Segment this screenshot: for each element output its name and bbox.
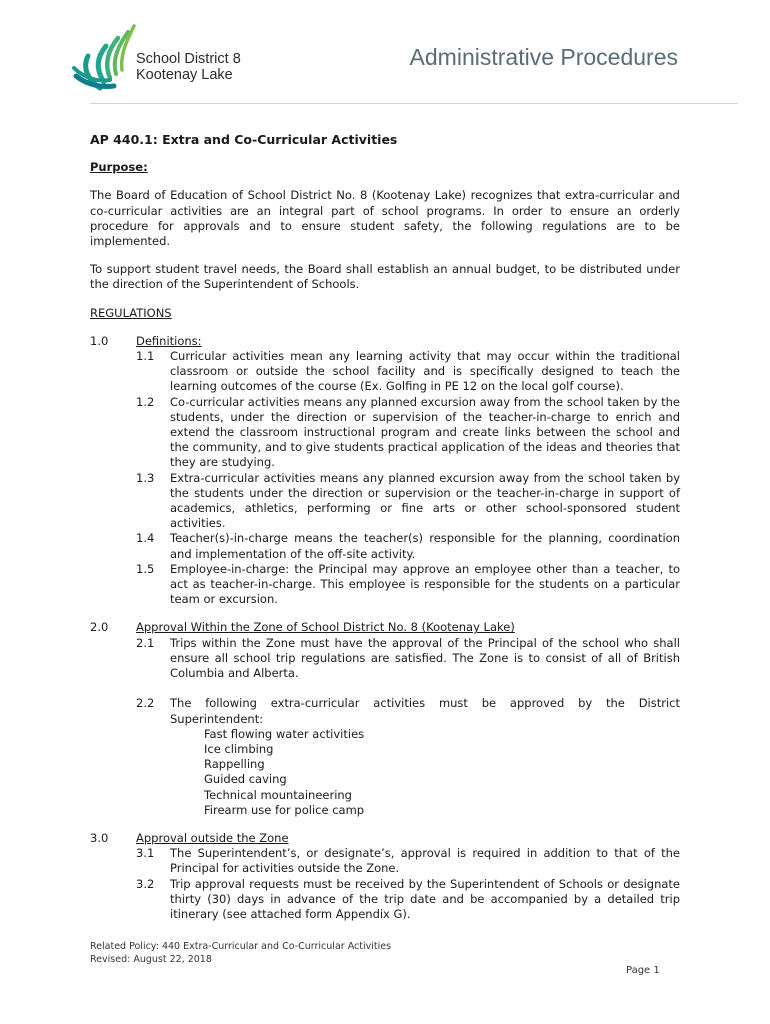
section-title: Approval outside the Zone xyxy=(136,830,289,845)
section-definitions xyxy=(90,334,680,608)
section-number: 1.0 xyxy=(90,333,109,348)
list-item xyxy=(136,531,680,561)
section-approval-within-zone xyxy=(90,620,680,817)
activity-item: Technical mountaineering xyxy=(204,787,352,802)
item-text: Teacher(s)-in-charge means the teacher(s) responsible for the planning, coordination and implementation of the off-site activity. xyxy=(170,531,680,561)
activity-item: Guided caving xyxy=(204,772,287,787)
org-line-2: Kootenay Lake xyxy=(136,67,233,83)
list-item xyxy=(136,349,680,395)
document-body xyxy=(90,126,680,935)
item-text: Co-curricular activities means any planned excursion away from the school taken by the students, under the direction or supervision of the teacher-in-charge to enrich and extend the classroom instructional program and create links between the school and the community, and to give students practical application of the ideas and theories that they are studying. xyxy=(170,394,680,470)
district-logo-icon xyxy=(70,20,142,92)
item-number: 1.3 xyxy=(136,470,155,485)
item-number: 2.2 xyxy=(136,696,155,711)
section-title: Definitions: xyxy=(136,333,202,348)
purpose-paragraph: The Board of Education of School District No. 8 (Kootenay Lake) recognizes that extra-curricular and co-curricular activities are an integral part of school programs. In order to ensure an orderly procedure for approvals and to ensure student safety, the following regulations are to be implemented. xyxy=(90,188,680,249)
section-title: Approval Within the Zone of School District No. 8 (Kootenay Lake) xyxy=(136,620,515,635)
organization-name xyxy=(136,51,241,83)
item-text: The following extra-curricular activities must be approved by the District Superintendent: xyxy=(170,696,680,726)
list-item xyxy=(136,877,680,923)
list-item xyxy=(136,636,680,682)
item-text: Curricular activities mean any learning activity that may occur within the traditional classroom or outside the school facility and is specifically designed to teach the learning outcomes of the course (Ex. Golfing in PE 12 on the local golf course). xyxy=(170,349,680,394)
list-item xyxy=(136,696,680,726)
item-number: 2.1 xyxy=(136,635,155,650)
activity-item: Rappelling xyxy=(204,757,265,772)
list-item xyxy=(136,471,680,532)
org-line-1: School District 8 xyxy=(136,51,241,67)
budget-paragraph: To support student travel needs, the Board shall establish an annual budget, to be distributed under the direction of the Superintendent of Schools. xyxy=(90,262,680,292)
item-number: 1.4 xyxy=(136,531,155,546)
item-number: 1.1 xyxy=(136,349,155,364)
item-text: Extra-curricular activities means any planned excursion away from the school taken by the students under the direction or supervision or the teacher-in-charge in support of academics, athletics, performing or fine arts or other school-sponsored student activities. xyxy=(170,470,680,531)
item-number: 3.1 xyxy=(136,846,155,861)
item-text: Trips within the Zone must have the approval of the Principal of the school who shall ensure all school trip regulations are satisfied. The Zone is to consist of all of British Columbia and Alberta. xyxy=(170,635,680,681)
item-text: Trip approval requests must be received by the Superintendent of Schools or designate thirty (30) days in advance of the trip date and be accompanied by a detailed trip itinerary (see attached form Appendix G). xyxy=(170,876,680,921)
related-policy: Related Policy: 440 Extra-Curricular and Co-Curricular Activities xyxy=(90,941,392,952)
activity-item: Fast flowing water activities xyxy=(204,726,365,741)
page-number: Page 1 xyxy=(626,965,660,976)
item-text: Employee-in-charge: the Principal may approve an employee other than a teacher, to act as teacher-in-charge. This employee is responsible for the students on a particular team or excursion. xyxy=(170,561,680,607)
header-divider xyxy=(90,103,738,104)
item-number: 1.5 xyxy=(136,561,155,576)
list-item xyxy=(136,846,680,876)
procedure-title: AP 440.1: Extra and Co-Curricular Activities xyxy=(90,132,398,147)
activity-item: Firearm use for police camp xyxy=(204,802,365,817)
list-item xyxy=(136,395,680,471)
activity-list xyxy=(170,727,680,818)
section-number: 2.0 xyxy=(90,620,109,635)
list-item xyxy=(136,562,680,608)
section-number: 3.0 xyxy=(90,830,109,845)
item-number: 3.2 xyxy=(136,876,155,891)
section-approval-outside-zone xyxy=(90,831,680,922)
page-footer xyxy=(90,940,391,966)
item-number: 1.2 xyxy=(136,394,155,409)
document-type-title: Administrative Procedures xyxy=(409,44,678,70)
regulations-label: REGULATIONS xyxy=(90,305,172,320)
revised-date: Revised: August 22, 2018 xyxy=(90,954,212,965)
item-text: The Superintendent’s, or designate’s, approval is required in addition to that of the Principal for activities outside the Zone. xyxy=(170,846,680,876)
activity-item: Ice climbing xyxy=(204,741,274,756)
purpose-label: Purpose: xyxy=(90,160,148,175)
